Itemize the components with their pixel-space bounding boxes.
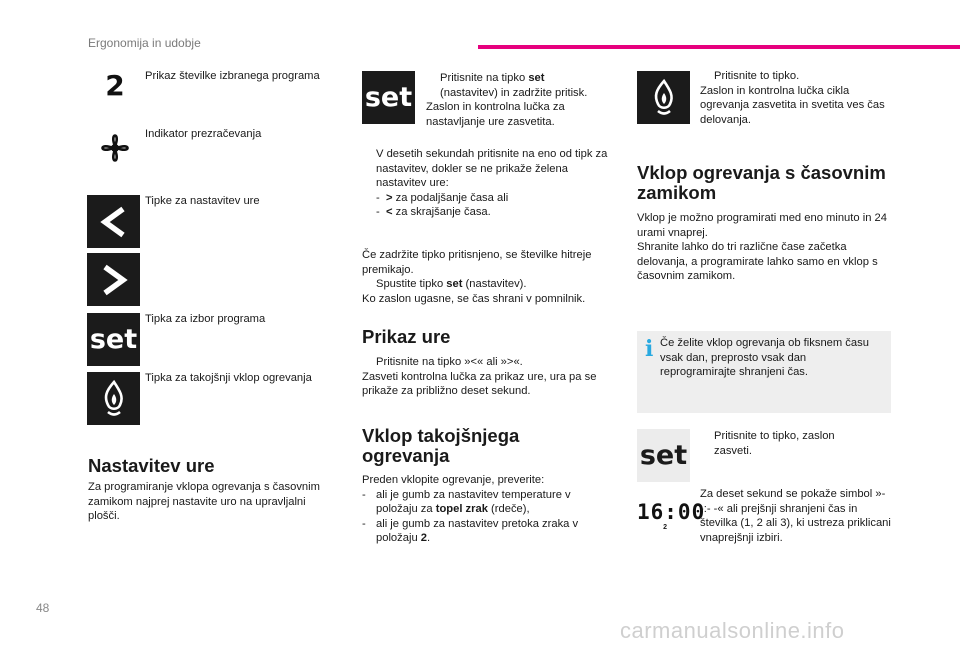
step-press-flame: Pritisnite to tipko. Zaslon in kontrolna lučka cikla ogrevanja zasvetita in svetita ves čas delovanja. (700, 70, 885, 126)
fan-icon (95, 128, 135, 168)
arrow-bullet-icon (362, 147, 376, 191)
program-number-label: Prikaz številke izbranega programa (145, 70, 320, 82)
step-press-set: Pritisnite na tipko set (nastavitev) in zadržite pritisk. Zaslon in kontrolna lučka za nastavljanje ure zasvetita. (426, 71, 616, 129)
instant-heating-checklist: Preden vklopite ogrevanje, preverite: - ali je gumb za nastavitev temperature v položaju za topel zrak (rdeče), - ali je gumb za nastavitev pretoka zraka v položaju 2. (362, 474, 579, 545)
info-icon: i (645, 336, 654, 362)
clock-display-icon: 16:00 2 (637, 500, 706, 531)
section-title-clock-display: Prikaz ure (362, 326, 451, 347)
watermark: carmanualsonline.info (620, 618, 845, 643)
delayed-heating-text: Vklop je možno programirati med eno minuto in 24 urami vnaprej. Shranite lahko do tri različne čase začetka delovanja, a programirate lahko samo en vklop s časovnim zamikom. (637, 212, 887, 283)
program-select-key-label: Tipka za izbor programa (145, 313, 266, 325)
step-press-set-line: Pritisnite na tipko set (440, 72, 545, 84)
time-setting-keys-label: Tipke za nastavitev ure (145, 195, 260, 207)
ventilation-indicator-label: Indikator prezračevanja (145, 128, 262, 140)
set-button-icon-right[interactable]: set (637, 429, 690, 482)
flame-icon-right[interactable] (637, 71, 690, 124)
instant-heating-key-label: Tipka za takojšnji vklop ogrevanja (145, 372, 312, 384)
info-note-text: Če želite vklop ogrevanja ob fiksnem času vsak dan, preprosto vsak dan reprogramirajte shranjeni čas. (660, 337, 869, 379)
section-title-instant-heating: Vklop takojšnjega ogrevanja (362, 425, 520, 466)
step-press-set-right: Pritisnite to tipko, zaslon zasveti. (700, 429, 880, 458)
page-number: 48 (36, 601, 50, 615)
header-accent-bar (478, 45, 960, 49)
set-button-icon-middle[interactable]: set (362, 71, 415, 124)
chevron-left-icon[interactable] (87, 195, 140, 248)
section-header-title: Ergonomija in udobje (88, 36, 201, 50)
section-title-delayed-heating: Vklop ogrevanja s časovnim zamikom (637, 162, 886, 203)
clock-display-text: Pritisnite na tipko »<« ali »>«. Zasveti kontrolna lučka za prikaz ure, ura pa se prikaže za približno deset sekund. (362, 356, 597, 398)
section-title-clock-setting: Nastavitev ure (88, 455, 215, 476)
digit-two-icon: 2 (105, 68, 125, 102)
step-adjust-time: V desetih sekundah pritisnite na eno od tipk za nastavitev, dokler se ne prikaže želena nastavitev ure: - > za podaljšanje časa ali - < za skrajšanje časa. (362, 147, 617, 220)
arrow-bullet-icon (700, 429, 714, 458)
chevron-right-icon[interactable] (87, 253, 140, 306)
clock-symbol-text: Za deset sekund se pokaže simbol »- -:- -« ali prejšnji shranjeni čas in številka (1, 2 ali 3), ki ustreza priklicani vnaprejšnji izbiri. (700, 488, 891, 544)
clock-setting-text: Za programiranje vklopa ogrevanja s časovnim zamikom najprej nastavite uro na upravljalni plošči. (88, 481, 320, 523)
flame-icon[interactable] (87, 372, 140, 425)
hold-key-text: Če zadržite tipko pritisnjeno, se številke hitreje premikajo. Spustite tipko set (nastavitev). Ko zaslon ugasne, se čas shrani v pomnilnik. (362, 249, 592, 305)
set-button-icon[interactable]: set (87, 313, 140, 366)
